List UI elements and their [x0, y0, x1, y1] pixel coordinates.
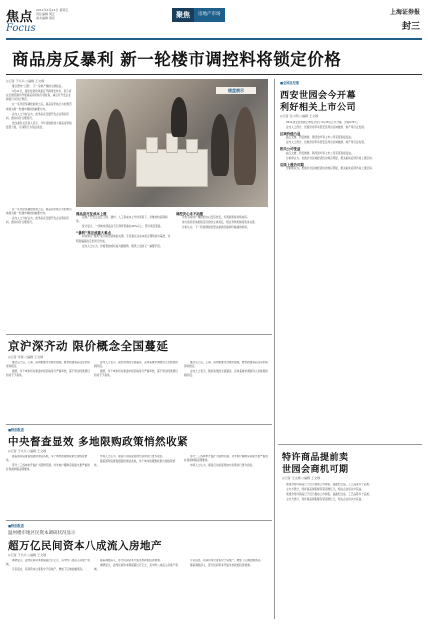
story2-paragraph: 继北京之后，上海、深圳相继出台限价措施，要求新建商品住房价格保持稳定。 [184, 361, 268, 369]
middle-article [76, 212, 172, 332]
story4-col3 [184, 559, 270, 621]
masthead-rule [6, 38, 422, 40]
story2-headline: 京沪深齐动 限价概念全国蔓延 [8, 339, 169, 353]
story3-paragraph: 市场人士认为，督查行动将促使地方政策执行更为到位。 [100, 455, 165, 458]
main-headline: 商品房反暴利 新一轮楼市调控料将锁定价格 [12, 50, 342, 69]
story3-paragraph: 部分二三线城市开始扩大限购范围，对外地户籍购房者提出更严格的社保或纳税证明要求。 [6, 464, 90, 472]
section-tag-main: 聚焦 [172, 8, 194, 22]
story2-paragraph: 据悉，多个城市将对新盘申报价格进行严格审核，高于周边同类项目的将不予备案。 [6, 370, 90, 378]
story5-headline-2: 世园会商机可期 [282, 465, 349, 475]
story4-subheadline: 温州楼市地区民资本调研状况显示 [8, 531, 76, 536]
lead-paragraph: 在一系列密集调控政策之后，商品房价格行为的规范被视为新一轮楼市调控的重要方向。 [6, 103, 72, 111]
story4-paragraph: 专家指出，民间资本过度集中于房地产，增加了区域金融风险。 [190, 559, 263, 562]
story2-paragraph: 继北京之后，上海、深圳相继出台限价措施，要求新建商品住房价格保持稳定。 [6, 361, 90, 369]
story3-col1 [6, 455, 90, 519]
story5-paragraph: 世园会特许商品已于近日提前上市销售，涵盖纪念品、工艺品等多个品类。 [286, 483, 372, 486]
story4-paragraph: 随着调控深入，部分民间资本开始寻求新的投资渠道。 [100, 559, 163, 562]
story2-paragraph: 据悉，多个城市将对新盘申报价格进行严格审核，高于周边同类项目的将不予备案。 [94, 370, 178, 378]
photo-person [234, 107, 256, 185]
story3-paragraph: 随着国务院督查组陆续进驻各地，多个城市的限购政策出现收紧迹象。 [6, 455, 88, 463]
sidebar-paragraph: 分析师认为，世园会对区域经济拉动效应明显，相关板块后续仍具上涨空间。 [286, 166, 375, 170]
middle-subhead: 商品房开发成本上涨 [76, 212, 107, 216]
section-title-cn: 焦点 [6, 10, 34, 25]
sidebar-paragraph: 曲江文旅、西安旅游、陕西金叶等上市公司有望直接受益。 [286, 136, 354, 140]
sidebar-byline: ◎记者 张小明 ○编辑 王文嫣 [280, 114, 319, 118]
middle-paragraph: 业内人士认为，价格管控或将成为继限购、限贷之后的又一重要手段。 [82, 244, 163, 248]
story5-paragraph: 主办方预计，特许商品销售额有望突破亿元，相关企业将从中获益。 [286, 498, 364, 502]
middle-paragraph: 如何界定“暴利”成为政策落地的关键。专家建议以成本加合理利润为基准，对明显偏高的定价进行约谈。 [76, 235, 171, 243]
photo-person [106, 109, 126, 179]
story3-paragraph: 部分二三线城市开始扩大限购范围，对外地户籍购房者提出更严格的社保或纳税证明要求。 [184, 455, 268, 463]
building-model [136, 149, 208, 187]
sidebar-headline-1: 西安世园会今开幕 [280, 91, 357, 101]
section-title-en: Focus [6, 23, 36, 34]
story3-col2 [94, 455, 180, 519]
story4-paragraph: 调研显示，温州民间资本规模超过万亿元，其中约八成流入房地产领域。 [94, 564, 178, 572]
building-model [146, 137, 158, 153]
story2-paragraph: 业内人士表示，限价政策的全国蔓延，意味着楼市调控进入价格管控新阶段。 [94, 361, 178, 369]
story4-byline: ◎记者 于兵兵 ○编辑 王文嫣 [8, 553, 47, 557]
section-tag-sub: 房地产市场 [194, 8, 225, 22]
story3-paragraph: 随着国务院督查组陆续进驻各地，多个城市的限购政策出现收紧迹象。 [94, 460, 176, 468]
masthead-designer: 美术编辑 施佳 [36, 16, 55, 20]
sidebar-subhead: 区域价值凸显 [280, 132, 301, 137]
paper-name: 上海证券报 [389, 9, 420, 16]
middle-paragraph: 房地产开发企业在土地、建材、人工等成本上升的背景下，仍维持较高利润率。 [76, 216, 168, 224]
story3-headline: 中央督查显效 多地限购政策悄然收紧 [8, 436, 189, 448]
sidebar-subhead: 后续上涨仍可期 [280, 162, 304, 167]
page-number: 封三 [401, 22, 420, 32]
lead-article [6, 79, 72, 204]
story2-paragraph: 业内人士表示，限价政策的全国蔓延，意味着楼市调控进入价格管控新阶段。 [184, 370, 268, 378]
sidebar-paragraph: 分析师认为，世园会对区域经济拉动效应明显，相关板块后续仍具上涨空间。 [286, 156, 375, 160]
right-subhead: 调控决心未不动摇 [176, 212, 204, 216]
story2-col3 [184, 361, 270, 423]
building-model [186, 139, 198, 153]
middle-right-article [176, 212, 268, 332]
story5-rule [278, 444, 422, 445]
story3-byline: ◎记者 于兵兵 ○编辑 王文嫣 [8, 449, 47, 453]
story4-headline: 超万亿民间资本八成流入房地产 [8, 540, 162, 552]
photo-person [84, 119, 102, 179]
story5-paragraph: 主办方预计，特许商品销售额有望突破亿元，相关企业将从中获益。 [286, 488, 364, 492]
story4-paragraph: 调研显示，温州民间资本规模超过万亿元，其中约八成流入房地产领域。 [6, 559, 90, 567]
story4-paragraph: 专家指出，民间资本过度集中于房地产，增加了区域金融风险。 [12, 568, 85, 572]
sidebar-headline-2: 利好相关上市公司 [280, 103, 357, 113]
story5-article [280, 483, 422, 621]
left-lower-article [6, 208, 72, 332]
sidebar-paragraph: 曲江文旅、西安旅游、陕西金叶等上市公司有望直接受益。 [286, 151, 354, 155]
sidebar-label: ■全国总经理 [280, 81, 299, 85]
lead-paragraph: 业内人士分析认为，此举意在压缩开发企业利润空间，推动房价合理回归。 [6, 217, 70, 225]
right-paragraph: 分析认为，下一阶段调控将更注重供给端和价格端的协同。 [182, 226, 250, 230]
story5-headline-1: 特许商品提前卖 [282, 453, 349, 463]
photo-person [171, 97, 187, 137]
sidebar-subhead: 相关公司受益 [280, 147, 301, 152]
lead-paragraph: 在一系列密集调控政策之后，商品房价格行为的规范被视为新一轮楼市调控的重要方向。 [6, 208, 72, 216]
masthead-editor: 责任编辑 周正 [36, 12, 55, 16]
right-paragraph: 地方政府需承担稳定房价的主体责任，相关考核机制将逐步完善。 [182, 221, 258, 225]
story2-rule [6, 334, 272, 335]
section-tag-banner [172, 8, 225, 22]
lead-paragraph: 业内人士分析认为，此举意在压缩开发企业利润空间，推动房价合理回归。 [6, 112, 70, 120]
middle-subhead: “暴利”界定成重大难点 [76, 231, 111, 236]
story2-col2 [94, 361, 180, 423]
lead-paragraph: 继合肥市“上限”、天一房地产调控出新政后。 [12, 85, 64, 89]
story4-col1 [6, 559, 90, 621]
story2-col1 [6, 361, 90, 423]
story3-label: ■特别报道 [8, 428, 24, 432]
sidebar-paragraph: 业内人士预计，世园会将带动西安及周边区域旅游、地产等行业发展。 [286, 141, 367, 145]
sidebar-article [280, 121, 422, 441]
story4-label: ■特别报道 [8, 524, 24, 528]
middle-paragraph: 统计显示，一线城市商品住宅毛利率普遍在40%以上，部分项目更高。 [82, 225, 163, 229]
sidebar-paragraph: 业内人士预计，世园会将带动西安及周边区域旅游、地产等行业发展。 [286, 126, 367, 130]
story3-col3 [184, 455, 270, 519]
right-paragraph: 中央对房地产调控的决心没有改变，多项政策将持续加码。 [182, 216, 250, 220]
story4-paragraph: 随着调控深入，部分民间资本开始寻求新的投资渠道。 [190, 564, 253, 568]
showroom-photo [76, 79, 268, 207]
headline-rule [6, 74, 422, 75]
story3-paragraph: 市场人士认为，督查行动将促使地方政策执行更为到位。 [190, 464, 255, 468]
lead-paragraph: 发改委有关负责人表示，今年将继续加大商品房价格监管力度，对违规行为依法查处。 [6, 121, 72, 129]
story2-byline: ◎记者 李春 ○编辑 王文嫣 [8, 355, 44, 359]
story5-paragraph: 世园会特许商品已于近日提前上市销售，涵盖纪念品、工艺品等多个品类。 [286, 493, 372, 497]
photo-person [211, 114, 229, 176]
story5-byline: ◎记者 王文嫣 ○编辑 王文嫣 [282, 476, 321, 480]
story3-rule [6, 424, 272, 425]
lead-paragraph: 4月21日，国家发展改革委召开新闻发布会，表示将在全国范围内开展商品房价格专项检查，重点对开发企业销售行为进行规范。 [6, 90, 72, 102]
masthead-date: 2011年4月22日 星期五 [36, 8, 69, 12]
story4-rule [6, 520, 272, 521]
sidebar-divider [274, 79, 275, 619]
lead-byline: ◎记者 于兵兵 ○编辑 王文嫣 [6, 79, 45, 83]
photo-sign: 楼盘展示 [216, 87, 256, 94]
sidebar-paragraph: 2011西安世界园艺博览会将于4月28日正式开幕，会期178天。 [286, 121, 360, 124]
story4-col2 [94, 559, 180, 621]
